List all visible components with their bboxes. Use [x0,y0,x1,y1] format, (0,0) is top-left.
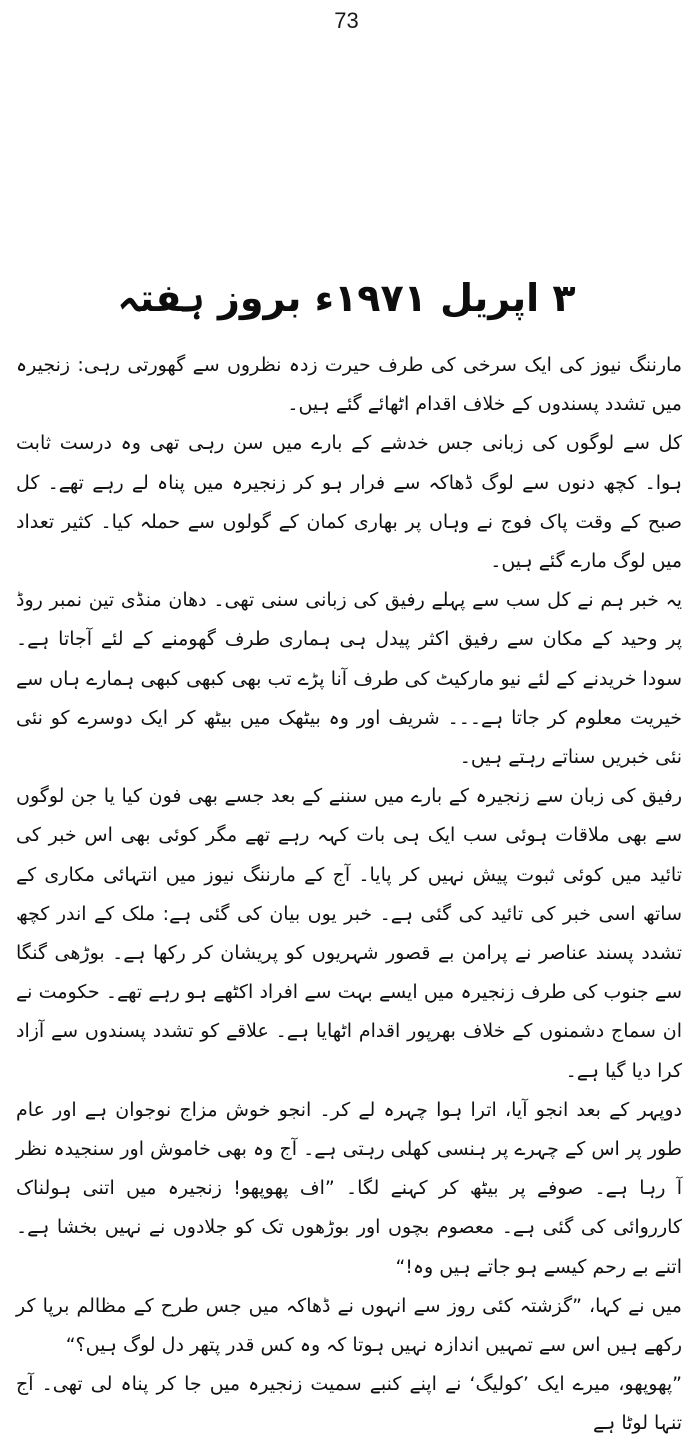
document-body [16,346,682,1444]
page-number: 73 [334,8,359,33]
paragraph: دوپہر کے بعد انجو آیا، اترا ہوا چہرہ لے کر۔ انجو خوش مزاج نوجوان ہے اور عام طور پر اس کے چہرے پر ہنسی کھلی رہتی ہے۔ آج وہ بھی خاموش اور سنجیدہ نظر آ رہا ہے۔ صوفے پر بیٹھ کر کہنے لگا۔ ”اف پھوپھو! زنجیرہ میں اتنی ہولناک کارروائی کی گئی ہے۔ معصوم بچوں اور بوڑھوں تک کو جلادوں نے نہیں بخشا ہے۔ اتنے بے رحم کیسے ہو جاتے ہیں وہ!“ [16,1098,682,1278]
page-heading: ۳ اپریل ۱۹۷۱ء بروز ہفتہ [117,276,576,320]
paragraph: یہ خبر ہم نے کل سب سے پہلے رفیق کی زبانی سنی تھی۔ دھان منڈی تین نمبر روڈ پر وحید کے مکان سے رفیق اکثر پیدل ہی ہماری طرف گھومنے کے لئے آجاتا ہے۔ سودا خریدنے کے لئے نیو مارکیٹ کی طرف آنا پڑے تب بھی کبھی کبھی ہمارے ہاں سے خیریت معلوم کر جاتا ہے۔۔۔ شریف اور وہ بیٹھک میں بیٹھ کر ایک دوسرے کو نئی نئی خبریں سناتے رہتے ہیں۔ [16,589,682,769]
paragraph: ”پھوپھو، میرے ایک ’کولیگ‘ نے اپنے کنبے سمیت زنجیرہ میں جا کر پناہ لی تھی۔ آج تنہا لوٹا ہے [16,1373,682,1435]
paragraph: میں نے کہا، ”گزشتہ کئی روز سے انہوں نے ڈھاکہ میں جس طرح کے مظالم برپا کر رکھے ہیں اس سے تمہیں اندازہ نہیں ہوتا کہ وہ کس قدر پتھر دل لوگ ہیں؟“ [16,1294,682,1357]
paragraph: مارننگ نیوز کی ایک سرخی کی طرف حیرت زدہ نظروں سے گھورتی رہی: زنجیرہ میں تشدد پسندوں کے خلاف اقدام اٹھائے گئے ہیں۔ [16,354,682,416]
paragraph: کل سے لوگوں کی زبانی جس خدشے کے بارے میں سن رہی تھی وہ درست ثابت ہوا۔ کچھ دنوں سے لوگ ڈھاکہ سے فرار ہو کر زنجیرہ میں پناہ لے رہے تھے۔ کل صبح کے وقت پاک فوج نے وہاں پر بھاری کمان کے گولوں سے حملہ کیا۔ کثیر تعداد میں لوگ مارے گئے ہیں۔ [16,432,682,573]
paragraph: رفیق کی زبان سے زنجیرہ کے بارے میں سننے کے بعد جسے بھی فون کیا یا جن لوگوں سے بھی ملاقات ہوئی سب ایک ہی بات کہہ رہے تھے مگر کوئی بھی اس خبر کی تائید میں کوئی ثبوت پیش نہیں کر پایا۔ آج کے مارننگ نیوز میں انتہائی مکاری کے ساتھ اسی خبر کی تائید کی گئی ہے۔ خبر یوں بیان کی گئی ہے: ملک کے اندر کچھ تشدد پسند عناصر نے پرامن بے قصور شہریوں کو پریشان کر رکھا ہے۔ بوڑھی گنگا سے جنوب کی طرف زنجیرہ میں ایسے بہت سے افراد اکٹھے ہو رہے تھے۔ حکومت نے ان سماج دشمنوں کے خلاف بھرپور اقدام اٹھایا ہے۔ علاقے کو تشدد پسندوں سے آزاد کرا دیا گیا ہے۔ [16,785,682,1082]
